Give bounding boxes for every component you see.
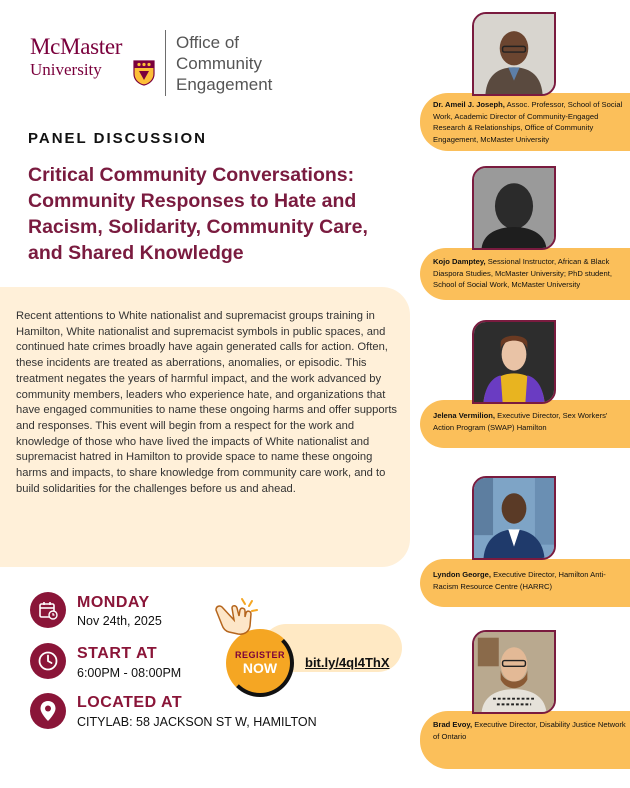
speaker-name: Brad Evoy, (433, 720, 473, 729)
register-link[interactable]: bit.ly/4ql4ThX (305, 655, 390, 670)
event-description: Recent attentions to White nationalist and supremacist groups training in Hamilton, White nationalist and supremacist symbols in public spaces, and continued hate crimes broadly have again generated calls for action. Often, these incidents are treated as aberrations, anomalies, or episodic. This treatment negates the years of harmful impact, and the work advanced by community members, leaders who experience hate, and organizations that have engaged communities to name these ongoing harms and offer supports and responses. This event will begin from a respect for the work and knowledge of those who have lived the impacts of White nationalist and supremacist hatred in Hamilton to provide space to name these ongoing harms and impacts, to share knowledge from community care work, and to build solidarities for the challenges before us and ahead. (16, 310, 398, 495)
location-value: CITYLAB: 58 JACKSON ST W, HAMILTON (77, 715, 317, 729)
speaker-credit (433, 410, 629, 433)
register-button[interactable] (226, 629, 294, 697)
calendar-icon (30, 592, 66, 628)
speaker-photo (472, 166, 556, 250)
speaker-photo (472, 630, 556, 714)
speaker-photo (472, 12, 556, 96)
pointing-hand-icon (212, 596, 260, 636)
date-label: MONDAY (77, 594, 150, 611)
logo-divider (165, 30, 166, 96)
office-line: Office of (176, 33, 239, 52)
university-crest-icon (133, 60, 155, 86)
event-kicker: PANEL DISCUSSION (28, 130, 207, 147)
speaker-credit (433, 719, 629, 742)
speaker-photo (472, 320, 556, 404)
speaker-name: Kojo Damptey, (433, 257, 486, 266)
speaker-bio: Executive Director, Hamilton Anti-Racism Resource Centre (HARRC) (433, 570, 606, 591)
speaker-name: Jelena Vermilion, (433, 411, 496, 420)
location-label: LOCATED AT (77, 694, 183, 711)
logo-university-name: McMaster (30, 34, 123, 59)
mcmaster-logo (30, 30, 273, 100)
speaker-bio: Executive Director, Sex Workers' Action Program (SWAP) Hamilton (433, 411, 608, 432)
office-line: Engagement (176, 75, 273, 94)
event-title: Critical Community Conversations: Community Responses to Hate and Racism, Solidarity, Community Care, and Shared Knowledge (28, 164, 368, 264)
clock-icon (30, 643, 66, 679)
speaker-name: Lyndon George, (433, 570, 491, 579)
speaker-bio: Assoc. Professor, School of Social Work, Academic Director of Community-Engaged Research & Relationships, Office of Community Engagement, McMaster University (433, 100, 623, 144)
register-badge-line1: REGISTER (234, 650, 285, 660)
office-name (176, 32, 272, 95)
speaker-credit (433, 256, 629, 291)
speaker-bio: Sessional Instructor, African & Black Diaspora Studies, McMaster University; PhD student, School of Social Work, McMaster University (433, 257, 612, 289)
speaker-bio: Executive Director, Disability Justice Network of Ontario (433, 720, 626, 741)
time-label: START AT (77, 645, 158, 662)
speaker-credit (433, 99, 629, 145)
date-value: Nov 24th, 2025 (77, 614, 162, 628)
location-pin-icon (30, 693, 66, 729)
office-line: Community (176, 54, 262, 73)
logo-university-label: University (30, 60, 102, 79)
speaker-photo (472, 476, 556, 560)
register-badge-line2: NOW (242, 660, 278, 676)
time-value: 6:00PM - 08:00PM (77, 666, 182, 680)
speaker-name: Dr. Ameil J. Joseph, (433, 100, 505, 109)
speaker-credit (433, 569, 629, 592)
